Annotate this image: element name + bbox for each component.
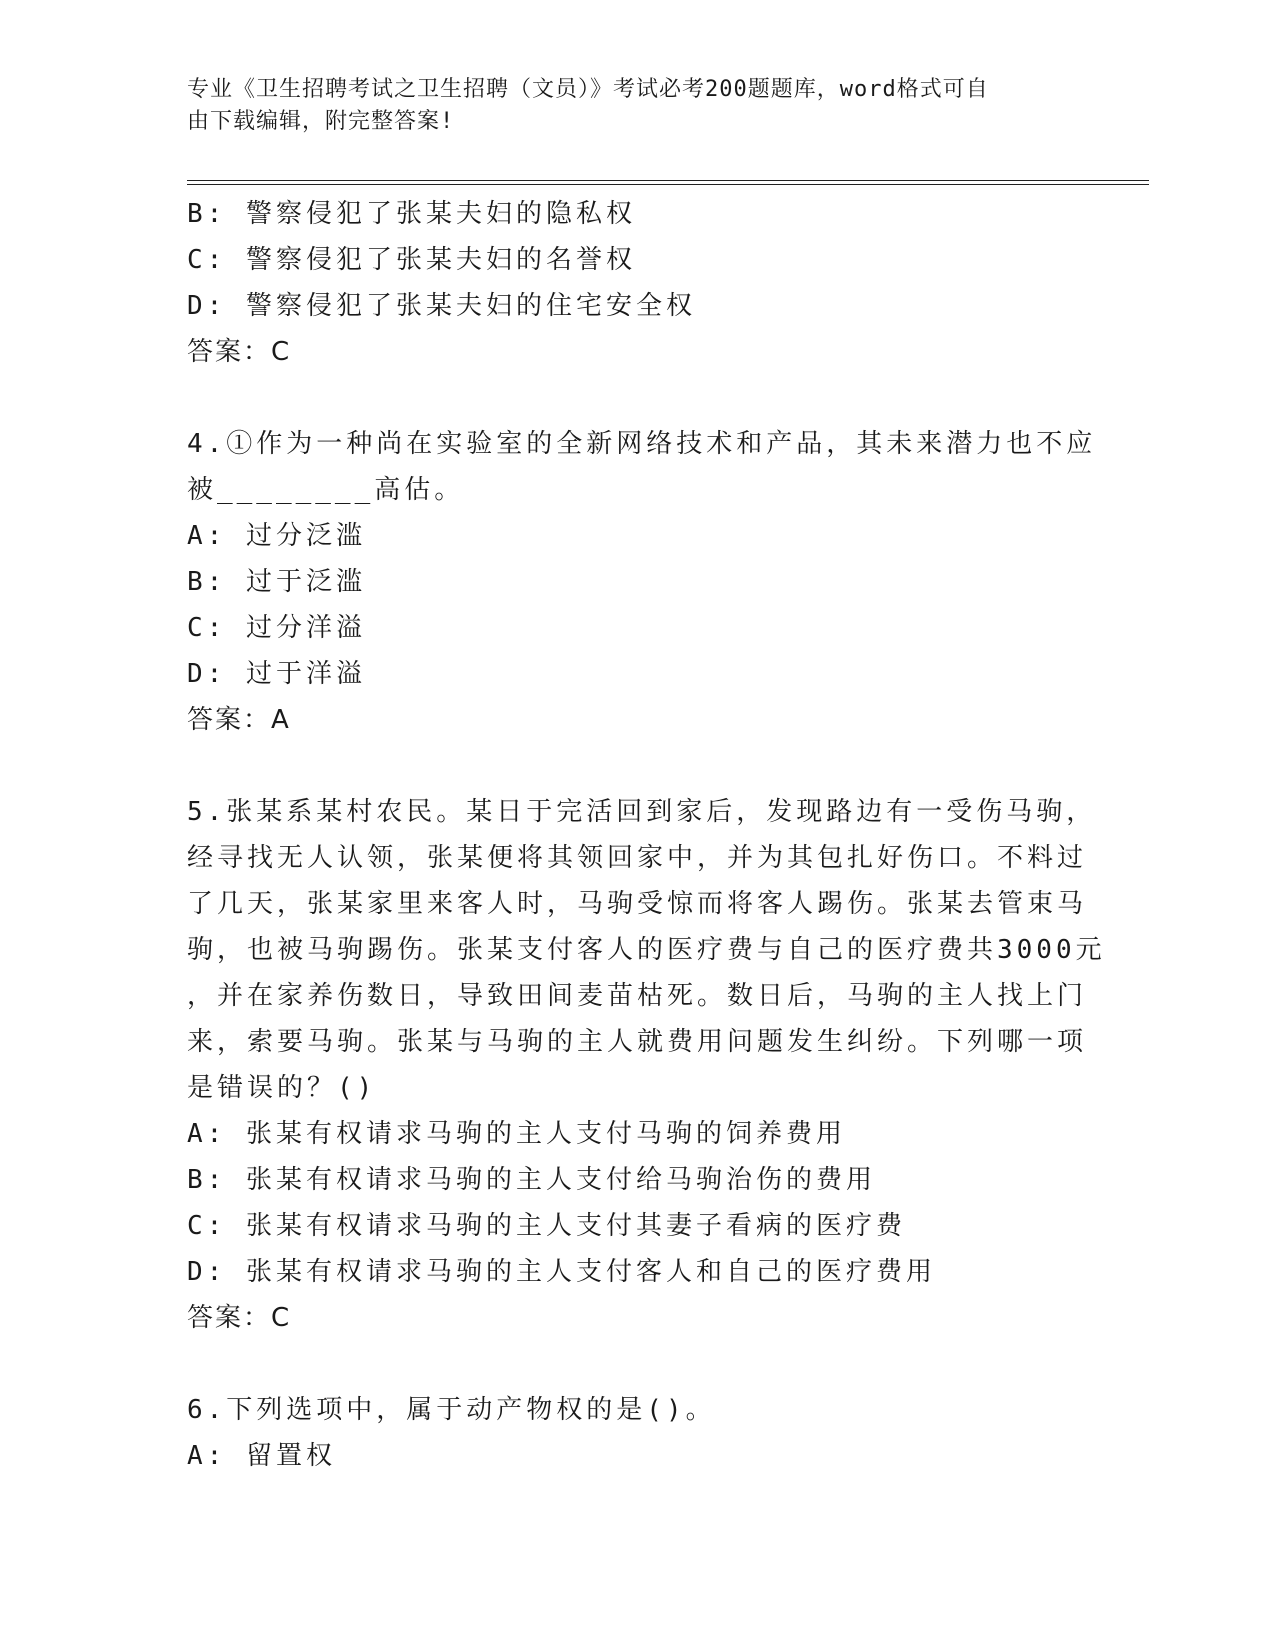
q5-stem-line-1: 5.张某系某村农民。某日于完活回到家后，发现路边有一受伤马驹， [187,797,1097,827]
q3-option-d: D: 警察侵犯了张某夫妇的住宅安全权 [187,291,696,321]
q6-option-a: A: 留置权 [187,1441,336,1471]
q4-stem-line-1: 4.①作为一种尚在实验室的全新网络技术和产品，其未来潜力也不应 [187,429,1097,459]
document-header [187,74,1067,138]
q4-option-d: D: 过于洋溢 [187,659,366,689]
q5-option-c: C: 张某有权请求马驹的主人支付其妻子看病的医疗费 [187,1211,906,1241]
q3-answer: 答案：C [187,337,292,367]
q4-option-b: B: 过于泛滥 [187,567,366,597]
q5-stem-line-5: ，并在家养伤数日，导致田间麦苗枯死。数日后，马驹的主人找上门 [187,981,1088,1011]
q4-option-a: A: 过分泛滥 [187,521,366,551]
header-line-2: 由下载编辑，附完整答案! [187,109,455,134]
q5-answer: 答案：C [187,1303,292,1333]
q3-option-c: C: 警察侵犯了张某夫妇的名誉权 [187,245,636,275]
question-content [187,191,1106,1479]
q5-stem-line-4: 驹，也被马驹踢伤。张某支付客人的医疗费与自己的医疗费共3000元 [187,935,1106,965]
q5-option-b: B: 张某有权请求马驹的主人支付给马驹治伤的费用 [187,1165,876,1195]
q5-stem-line-6: 来，索要马驹。张某与马驹的主人就费用问题发生纠纷。下列哪一项 [187,1027,1088,1057]
q6-stem-line-1: 6.下列选项中，属于动产物权的是()。 [187,1395,716,1425]
q5-stem-line-7: 是错误的？() [187,1073,377,1103]
spacer [187,743,1087,789]
q4-stem-line-2: 被________高估。 [187,475,465,505]
spacer [187,1341,1087,1387]
spacer [187,375,1087,421]
q5-stem-line-2: 经寻找无人认领，张某便将其领回家中，并为其包扎好伤口。不料过 [187,843,1088,873]
header-line-1: 专业《卫生招聘考试之卫生招聘（文员）》考试必考200题题库，word格式可自 [187,77,989,102]
header-divider [187,180,1149,185]
q4-answer: 答案：A [187,705,291,735]
q5-stem-line-3: 了几天，张某家里来客人时，马驹受惊而将客人踢伤。张某去管束马 [187,889,1088,919]
q5-option-d: D: 张某有权请求马驹的主人支付客人和自己的医疗费用 [187,1257,936,1287]
q4-option-c: C: 过分洋溢 [187,613,366,643]
q3-option-b: B: 警察侵犯了张某夫妇的隐私权 [187,199,636,229]
q5-option-a: A: 张某有权请求马驹的主人支付马驹的饲养费用 [187,1119,846,1149]
